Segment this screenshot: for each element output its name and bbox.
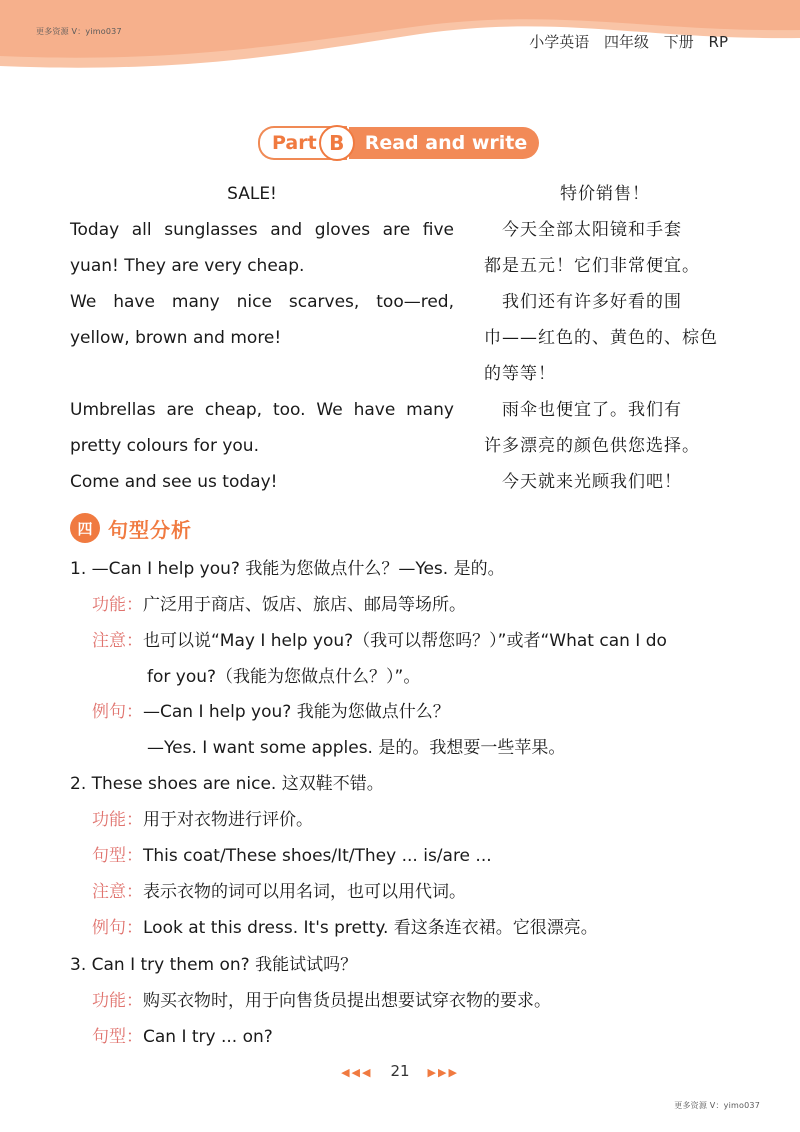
part-label: Part [258, 126, 347, 160]
row-text: —Can I help you? 我能为您做点什么？ [143, 702, 450, 722]
item-heading: 1. —Can I help you? 我能为您做点什么？—Yes. 是的。 [70, 559, 505, 579]
row-tag: 功能： [92, 991, 143, 1011]
passage-line: pretty colours for you. [70, 436, 259, 456]
section-number-badge: 四 [70, 513, 100, 543]
passage-line: Come and see us today! [70, 472, 278, 492]
translation-line: 巾——红色的、黄色的、棕色 [484, 328, 718, 348]
passage-line: We have many nice scarves, too—red, [70, 292, 454, 312]
prev-arrows-icon: ◀◀◀ [341, 1066, 373, 1079]
section-heading [70, 513, 192, 543]
part-title: Read and write [349, 127, 540, 159]
row-text: 广泛用于商店、饭店、旅店、邮局等场所。 [143, 595, 466, 615]
chinese-translation [484, 176, 730, 500]
row-text: This coat/These shoes/It/They ... is/are ... [143, 846, 492, 866]
next-arrows-icon: ▶▶▶ [427, 1066, 459, 1079]
item-row [92, 916, 598, 940]
item-row [92, 844, 492, 868]
row-tag: 注意： [92, 882, 143, 902]
passage-line: Today all sunglasses and gloves are five [70, 220, 454, 240]
part-banner [258, 125, 539, 161]
row-tag: 注意： [92, 631, 143, 651]
translation-line: 今天全部太阳镜和手套 [484, 220, 682, 240]
row-text: 购买衣物时，用于向售货员提出想要试穿衣物的要求。 [143, 991, 551, 1011]
translation-line: 许多漂亮的颜色供您选择。 [484, 436, 700, 456]
row-tag: 功能： [92, 810, 143, 830]
page-footer [0, 1062, 800, 1080]
row-text: Look at this dress. It's pretty. 看这条连衣裙。它很漂亮。 [143, 918, 598, 938]
row-text: 用于对衣物进行评价。 [143, 810, 313, 830]
row-text: 表示衣物的词可以用名词，也可以用代词。 [143, 882, 466, 902]
item-row [92, 808, 313, 832]
row-text: for you?（我能为您做点什么？）”。 [147, 667, 421, 687]
corner-note-bottom: 更多资源 V：yimo037 [674, 1101, 760, 1110]
row-text: —Yes. I want some apples. 是的。我想要一些苹果。 [147, 738, 566, 758]
english-passage [70, 176, 454, 500]
passage-line [70, 356, 454, 392]
row-text: Can I try ... on? [143, 1027, 273, 1047]
item-row [92, 700, 450, 724]
section-title: 句型分析 [108, 517, 192, 542]
row-tag: 功能： [92, 595, 143, 615]
row-tag: 句型： [92, 1027, 143, 1047]
passage-line: yellow, brown and more! [70, 328, 282, 348]
passage-title-cn: 特价销售！ [560, 184, 650, 204]
corner-note-top: 更多资源 V：yimo037 [36, 27, 122, 36]
translation-line: 都是五元！它们非常便宜。 [484, 256, 700, 276]
item-row [92, 593, 466, 617]
translation-line: 的等等！ [484, 364, 556, 384]
translation-line: 今天就来光顾我们吧！ [484, 472, 682, 492]
item-row [147, 665, 420, 689]
item-heading: 2. These shoes are nice. 这双鞋不错。 [70, 774, 384, 794]
part-letter-badge: B [319, 125, 355, 161]
row-tag: 例句： [92, 918, 143, 938]
item-row [92, 1025, 273, 1049]
translation-line: 雨伞也便宜了。我们有 [484, 400, 682, 420]
item-row [92, 629, 667, 653]
row-text: 也可以说“May I help you?（我可以帮您吗？）”或者“What can I do [143, 631, 667, 651]
page-number: 21 [390, 1062, 410, 1080]
passage-title-en: SALE! [227, 184, 277, 204]
item-heading: 3. Can I try them on? 我能试试吗？ [70, 955, 358, 975]
translation-line: 我们还有许多好看的围 [484, 292, 682, 312]
row-tag: 句型： [92, 846, 143, 866]
passage-line: yuan! They are very cheap. [70, 256, 305, 276]
passage-line: Umbrellas are cheap, too. We have many [70, 400, 454, 420]
row-tag: 例句： [92, 702, 143, 722]
series-label: 小学英语 四年级 下册 RP [529, 33, 728, 51]
item-row [92, 989, 551, 1013]
item-row [147, 736, 565, 760]
item-row [92, 880, 466, 904]
